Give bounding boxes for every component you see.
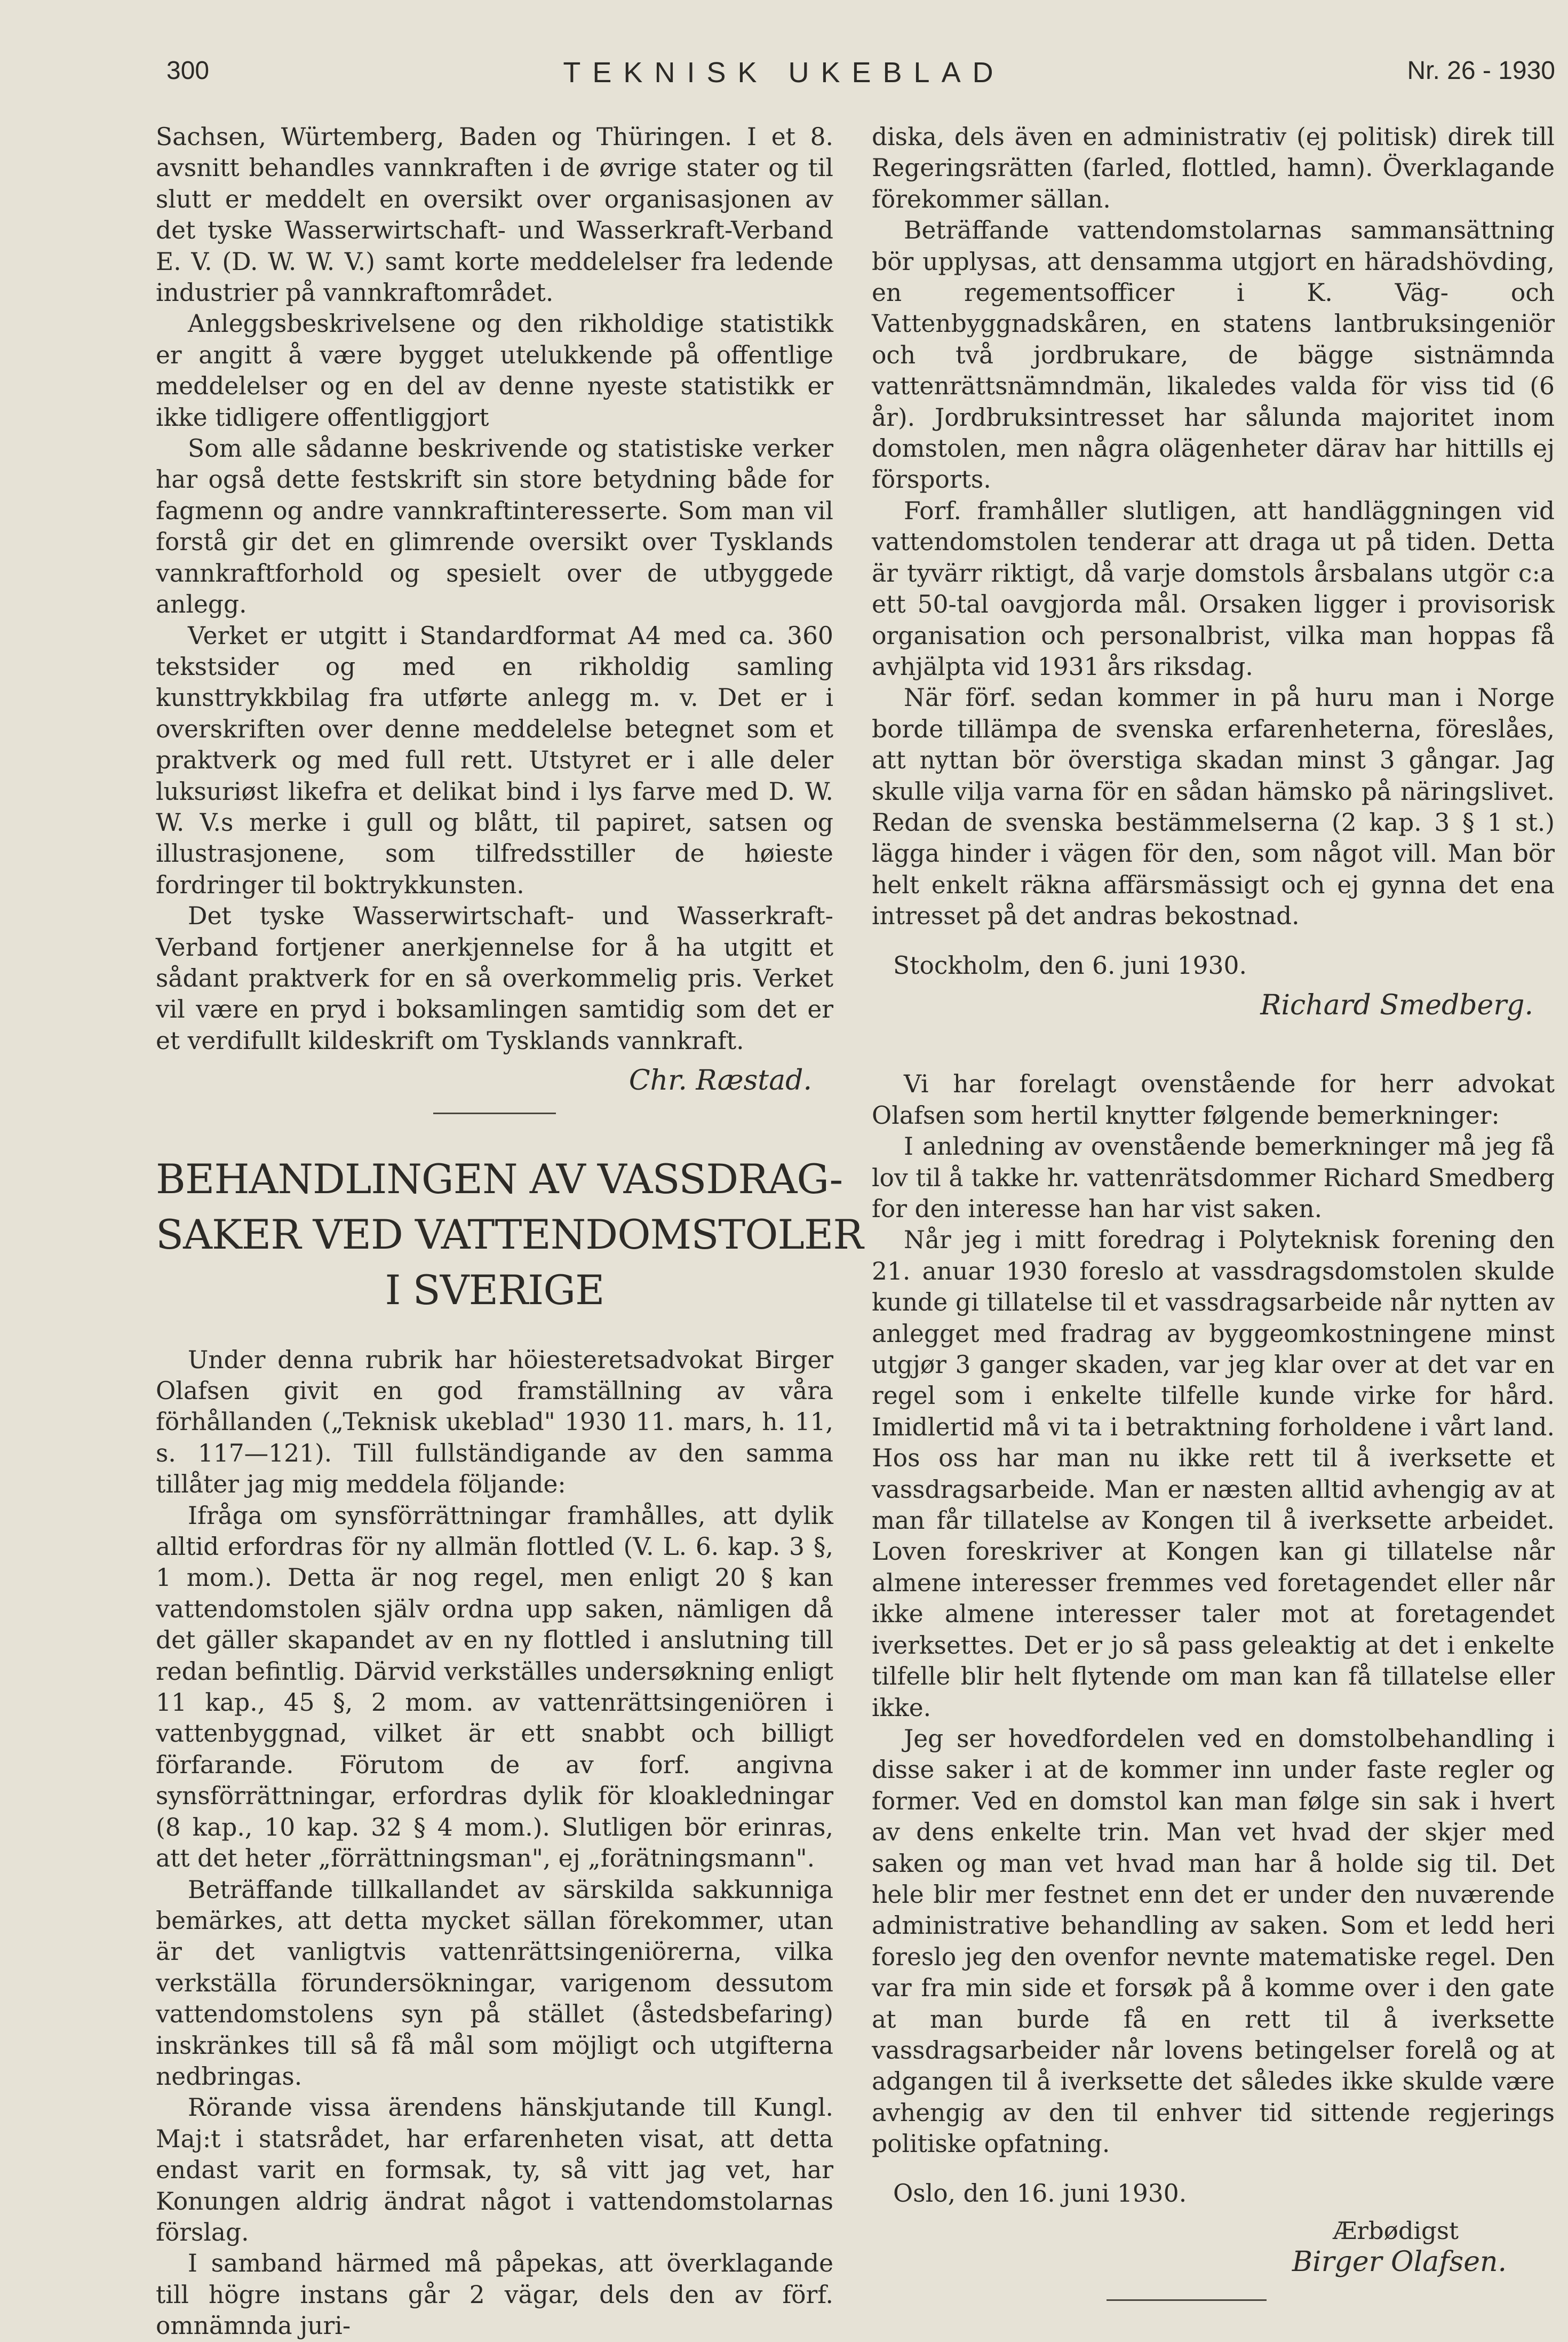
reply-paragraph: I anledning av ovenstående bemerkninger må jeg få lov til å takke hr. vattenrätsdommer Richard Smedberg for den interesse han har vist saken. (872, 1132, 1555, 1223)
section-divider (433, 1113, 556, 1114)
review-signature: Chr. Ræstad. (628, 1065, 812, 1097)
editor-note: Vi har forelagt ovenstående for herr advokat Olafsen som hertil knytter følgende bemerkninger: (872, 1070, 1555, 1130)
article-headline (156, 1152, 863, 1318)
headline-line: SAKER VED VATTENDOMSTOLER (156, 1210, 863, 1258)
review-paragraph: Verket er utgitt i Standardformat A4 med ca. 360 tekstsider og med en rikholdig samling kunsttrykkbilag fra utførte anlegg m. v. Det er i overskriften over denne meddelelse betegnet som et praktverk og med full rett. Utstyret er i alle deler luksuriøst likefra et delikat bind i lys farve med D. W. W. V.s merke i gull og blått, til papiret, satsen og illustrasjonene, som tilfredsstiller de høieste fordringer til boktrykkunsten. (156, 621, 833, 899)
review-paragraph: Det tyske Wasserwirtschaft- und Wasserkraft-Verband fortjener anerkjennelse for å ha utgitt et sådant praktverk for en så overkommelig pris. Verket vil være en pryd i boksamlingen samtidig som det er et verdifullt kildeskrift om Tysklands vannkraft. (156, 902, 833, 1055)
headline-line: BEHANDLINGEN AV VASSDRAG- (156, 1155, 843, 1203)
article-paragraph: När förf. sedan kommer in på huru man i Norge borde tillämpa de svenska erfarenheterna, föreslåes, att nyttan bör överstiga skadan minst 3 gångar. Jag skulle vilja varna för en sådan hämsko på näringslivet. Redan de svenska bestämmelserna (2 kap. 3 § 1 st.) lägga hinder i vägen för den, som något vill. Man bör helt enkelt räkna affärsmässigt och ej gynna det ena intresset på det andras bekostnad. (872, 684, 1555, 931)
journal-title: TEKNISK UKEBLAD (563, 57, 1005, 89)
dateline-oslo: Oslo, den 16. juni 1930. (893, 2179, 1187, 2208)
end-divider (1107, 2299, 1267, 2301)
reply-paragraph: Jeg ser hovedfordelen ved en domstolbehandling i disse saker i at de kommer inn under faste regler og former. Ved en domstol kan man følge sin sak i hvert av dens enkelte trin. Man vet hvad der skjer med saken og man vet hvad man har å holde sig til. Det hele blir mer festnet enn det er under den nuværende administrative behandling av saken. Som et ledd heri foreslo jeg den ovenfor nevnte matematiske regel. Den var fra min side et forsøk på å komme over i den gate at man burde få en rett til å iverksette vassdragsarbeider når lovens betingelser forelå og at adgangen til å iverksette det således ikke skulde være avhengig av den til enhver tid sittende regjerings politiske opfatning. (872, 1724, 1555, 2158)
article-paragraph: Under denna rubrik har höiesteretsadvokat Birger Olafsen givit en god framställning av våra förhållanden („Teknisk ukeblad" 1930 11. mars, h. 11, s. 117—121). Till fullständigande av den samma tillåter jag mig meddela följande: (156, 1345, 833, 1499)
reply-paragraph: Når jeg i mitt foredrag i Polyteknisk forening den 21. anuar 1930 foreslo at vassdragsdomstolen skulde kunde gi tillatelse til et vassdragsarbeide når nytten av anlegget med fradrag av byggeomkostningene minst utgjør 3 ganger skaden, var jeg klar over at det var en regel som i enkelte tilfelle kunde virke for hård. Imidlertid må vi ta i betraktning forholdene i vårt land. Hos oss har man nu ikke rett til å iverksette et vassdragsarbeide. Man er næsten alltid avhengig av at man får tillatelse av Kongen til å iverksette arbeidet. Loven foreskriver at Kongen kan gi tillatelse når almene interesser fremmes ved foretagendet eller når ikke almene interesser taler mot at foretagendet iverksettes. Det er jo så pass geleaktig at det i enkelte tilfelle blir helt flytende om man kan få tillatelse eller ikke. (872, 1226, 1555, 1722)
running-header (0, 51, 1568, 99)
article-paragraph: Rörande vissa ärendens hänskjutande till Kungl. Maj:t i statsrådet, har erfarenheten visat, att detta endast varit en formsak, ty, så vitt jag vet, har Konungen aldrig ändrat något i vattendomstolarnas förslag. (156, 2093, 833, 2246)
dateline-stockholm: Stockholm, den 6. juni 1930. (893, 951, 1247, 980)
article-paragraph: Ifråga om synsförrättningar framhålles, att dylik alltid erfordras för ny allmän flottled (V. L. 6. kap. 3 §, 1 mom.). Detta är nog regel, men enligt 20 § kan vattendomstolen själv ordna upp saken, nämligen då det gäller skapandet av en ny flottled i anslutning till redan befintlig. Därvid verkställes undersøkning enligt 11 kap., 45 §, 2 mom. av vattenrättsingeniören i vattenbyggnad, vilket är ett snabbt och billigt förfarande. Förutom de av forf. angivna synsförrättningar, erfordras dylik för kloakledningar (8 kap., 10 kap. 32 § 4 mom.). Slutligen bör erinras, att det heter „förrättningsman", ej „forätningsmann". (156, 1501, 833, 1873)
review-paragraph: Sachsen, Würtemberg, Baden og Thüringen. I et 8. avsnitt behandles vannkraften i de øvrige stater og til slutt er meddelt en oversikt over organisasjonen av det tyske Wasserwirtschaft- und Wasserkraft-Verband E. V. (D. W. W. V.) samt korte meddelelser fra ledende industrier på vannkraftområdet. (156, 123, 833, 307)
review-paragraph: Som alle sådanne beskrivende og statistiske verker har også dette festskrift sin store betydning både for fagmenn og andre vannkraftinteresserte. Som man vil forstå gir det en glimrende oversikt over Tysklands vannkraftforhold og spesielt over de utbyggede anlegg. (156, 434, 833, 619)
article-paragraph: I samband härmed må påpekas, att överklagande till högre instans går 2 vägar, dels den av förf. omnämnda juri- (156, 2249, 833, 2340)
left-column (156, 122, 863, 2342)
headline-line: I SVERIGE (385, 1266, 604, 1314)
page-number: 300 (166, 57, 210, 85)
signature-smedberg: Richard Smedberg. (1260, 989, 1533, 1021)
article-paragraph: diska, dels även en administrativ (ej politisk) direk till Regeringsrätten (farled, flottled, hamn). Överklagande förekommer sällan. (872, 123, 1555, 213)
closing-block (872, 2216, 1507, 2278)
issue-number: Nr. 26 - 1930 (1407, 57, 1555, 85)
signature-olafsen: Birger Olafsen. (1292, 2246, 1507, 2279)
review-paragraph: Anleggsbeskrivelsene og den rikholdige statistikk er angitt å være bygget utelukkende på offentlige meddelelser og en del av denne nyeste statistikk er ikke tidligere offentliggjort (156, 309, 833, 432)
right-column (872, 122, 1555, 2301)
article-paragraph: Beträffande vattendomstolarnas sammansättning bör upplysas, att densamma utgjort en häradshövding, en regementsofficer i K. Väg- och Vattenbyggnadskåren, en statens lantbruksingeniör och två jordbrukare, de bägge sistnämnda vattenrättsnämndmän, likaledes valda för viss tid (6 år). Jordbruksintresset har sålunda majoritet inom domstolen, men några olägenheter därav har hittills ej försports. (872, 216, 1555, 494)
article-paragraph: Forf. framhåller slutligen, att handläggningen vid vattendomstolen tenderar att draga ut på tiden. Detta är tyvärr riktigt, då varje domstols årsbalans utgör c:a ett 50-tal oavgjorda mål. Orsaken ligger i provisorisk organisation och personalbrist, vilka man hoppas få avhjälpta vid 1931 års riksdag. (872, 496, 1555, 681)
article-paragraph: Beträffande tillkallandet av särskilda sakkunniga bemärkes, att detta mycket sällan förekommer, utan är det vanligtvis vattenrättsingeniörerna, vilka verkställa förundersökningar, varigenom dessutom vattendomstolens syn på stället (åstedsbefaring) inskränkes till så få mål som möjligt och utgifterna nedbringas. (156, 1875, 833, 2091)
closing-greeting: Ærbødigst (1333, 2217, 1459, 2245)
